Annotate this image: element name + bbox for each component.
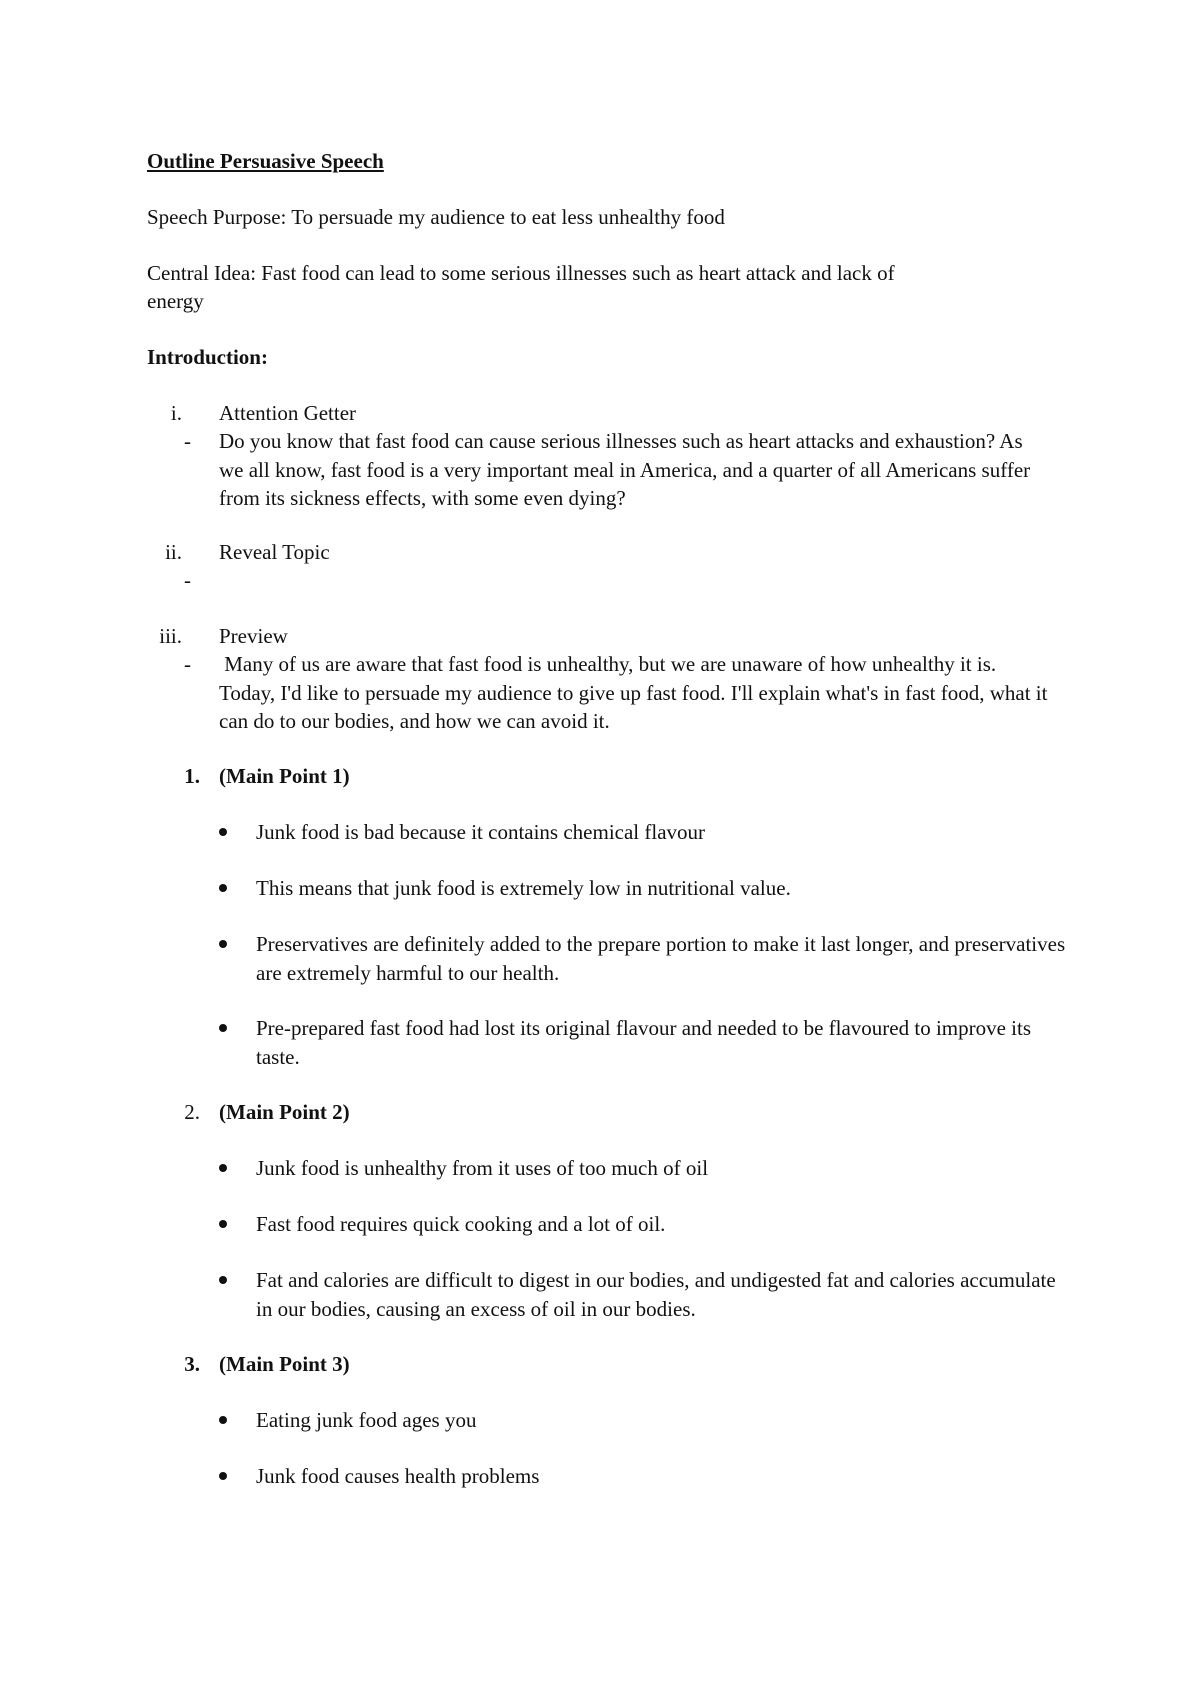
main-point-3-number: 3. (184, 1352, 200, 1376)
bullet-icon (219, 940, 227, 948)
main-point-2-bullet-3: Fat and calories are difficult to digest in our bodies, and undigested fat and calories accumulate in our bodies, causing an excess of oil in our bodies. (256, 1268, 1056, 1321)
main-point-1-bullet-3: Preservatives are definitely added to the prepare portion to make it last longer, and preservatives are extremely harmful to our health. (256, 932, 1066, 985)
bullet-icon (219, 1416, 227, 1424)
speech-purpose: Speech Purpose: To persuade my audience to eat less unhealthy food (147, 205, 725, 229)
intro-label-preview: Preview (219, 624, 288, 648)
central-idea-line-1: Central Idea: Fast food can lead to some serious illnesses such as heart attack and lack of (147, 261, 895, 285)
bullet-icon (219, 1164, 227, 1172)
intro-dash-iii: - (184, 652, 191, 676)
main-point-1-bullet-2: This means that junk food is extremely low in nutritional value. (256, 876, 791, 900)
bullet-icon (219, 1220, 227, 1228)
intro-dash-ii: - (184, 568, 191, 592)
main-point-3-bullet-2: Junk food causes health problems (256, 1464, 540, 1488)
main-point-1-bullet-4: Pre-prepared fast food had lost its original flavour and needed to be flavoured to improve its taste. (256, 1016, 1032, 1069)
intro-marker-i: i. (170, 401, 182, 425)
central-idea-line-2: energy (147, 289, 204, 313)
main-point-3-heading: (Main Point 3) (219, 1352, 350, 1376)
main-point-1-heading: (Main Point 1) (219, 764, 350, 788)
introduction-heading: Introduction: (147, 345, 268, 369)
intro-dash-i: - (184, 429, 191, 453)
bullet-icon (219, 1276, 227, 1284)
main-point-2-bullet-2: Fast food requires quick cooking and a lot of oil. (256, 1212, 666, 1236)
main-point-1-bullet-1: Junk food is bad because it contains chemical flavour (256, 820, 706, 844)
page-title: Outline Persuasive Speech (147, 149, 384, 173)
main-point-2-bullet-1: Junk food is unhealthy from it uses of too much of oil (256, 1156, 709, 1180)
bullet-icon (219, 1024, 227, 1032)
intro-label-reveal-topic: Reveal Topic (219, 540, 330, 564)
intro-marker-ii: ii. (165, 540, 182, 564)
bullet-icon (219, 828, 227, 836)
main-point-2-heading: (Main Point 2) (219, 1100, 350, 1124)
bullet-icon (219, 1472, 227, 1480)
main-point-2-number: 2. (184, 1100, 200, 1124)
intro-marker-iii: iii. (159, 624, 182, 648)
bullet-icon (219, 884, 227, 892)
intro-text-attention-getter: Do you know that fast food can cause serious illnesses such as heart attacks and exhaustion? As we all know, fast food is a very important meal in America, and a quarter of all Americans suffer from its sickness effects, with some even dying? (219, 429, 1031, 510)
main-point-1-number: 1. (184, 764, 200, 788)
intro-text-preview: Many of us are aware that fast food is unhealthy, but we are unaware of how unhealthy it is. Today, I'd like to persuade my audience to give up fast food. I'll explain what's in fast food, what it can do to our bodies, and how we can avoid it. (219, 652, 1053, 733)
main-point-3-bullet-1: Eating junk food ages you (256, 1408, 477, 1432)
intro-label-attention-getter: Attention Getter (219, 401, 357, 425)
